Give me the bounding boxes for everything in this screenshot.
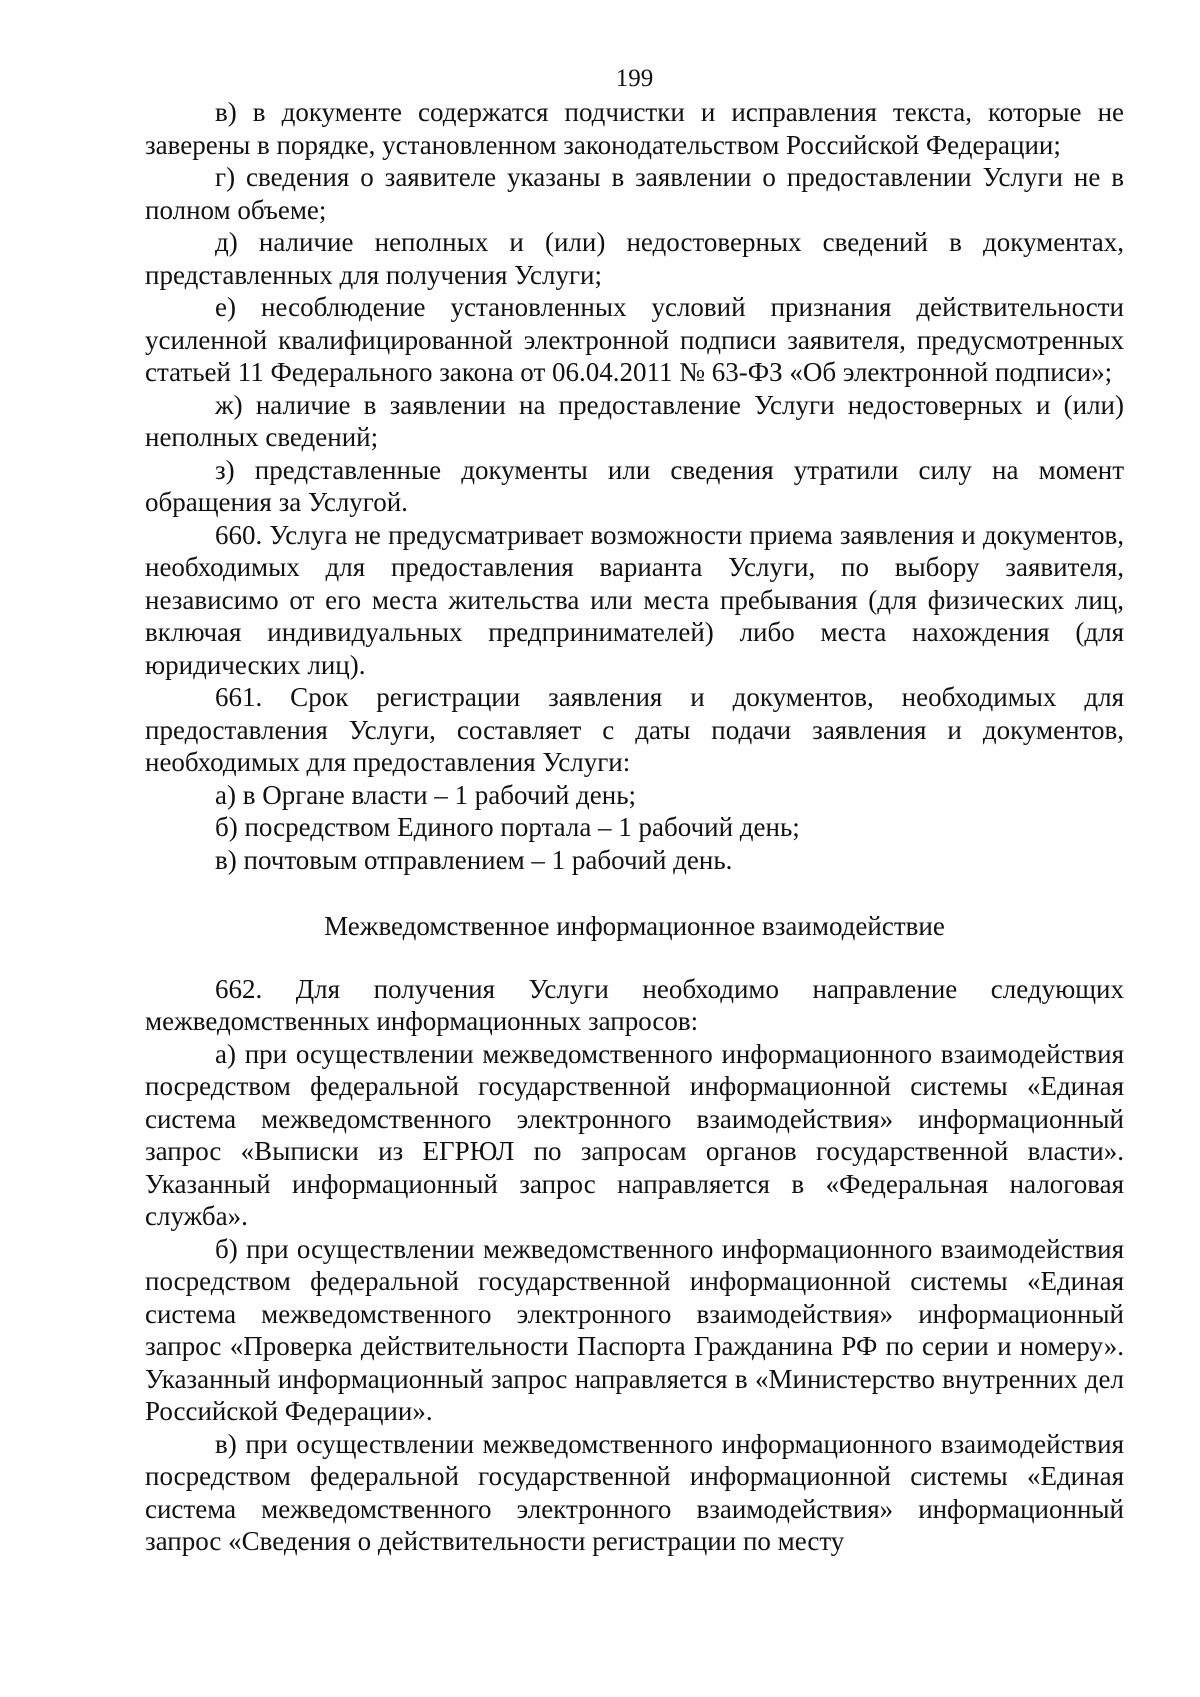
paragraph-662-v: в) при осуществлении межведомственного информационного взаимодействия посредством федеральной государственной информационной системы «Единая система межведомственного электронного взаимодействия» информационный запрос «Сведения о действительности регистрации по месту (145, 1428, 1124, 1556)
paragraph-z-expired-docs: з) представленные документы или сведения утратили силу на момент обращения за Услугой. (145, 454, 1124, 517)
paragraph-d-incomplete-info: д) наличие неполных и (или) недостоверных сведений в документах, представленных для получения Услуги; (145, 227, 1124, 290)
paragraph-661-b: б) посредством Единого портала – 1 рабочий день; (215, 812, 800, 842)
paragraph-662-a: а) при осуществлении межведомственного информационного взаимодействия посредством федеральной государственной информационной системы «Единая система межведомственного электронного взаимодействия» информационный запрос «Выписки из ЕГРЮЛ по запросам органов государственной власти». Указанный информационный запрос направляется в «Федеральная налоговая служба». (145, 1038, 1124, 1231)
paragraph-v-corrections: в) в документе содержатся подчистки и исправления текста, которые не заверены в порядке, установленном законодательством Российской Федерации; (145, 97, 1124, 160)
page-number: 199 (615, 65, 654, 92)
paragraph-zh-unreliable-info: ж) наличие в заявлении на предоставление Услуги недостоверных и (или) неполных сведений; (145, 389, 1124, 452)
paragraph-661: 661. Срок регистрации заявления и документов, необходимых для предоставления Услуги, составляет с даты подачи заявления и документов, необходимых для предоставления Услуги: (145, 682, 1124, 777)
paragraph-660: 660. Услуга не предусматривает возможности приема заявления и документов, необходимых для предоставления варианта Услуги, по выбору заявителя, независимо от его места жительства или места пребывания (для физических лиц, включая индивидуальных предпринимателей) либо места нахождения (для юридических лиц). (145, 519, 1124, 680)
section-heading: Межведомственное информационное взаимодействие (324, 911, 945, 941)
paragraph-g-applicant-info: г) сведения о заявителе указаны в заявлении о предоставлении Услуги не в полном объеме; (145, 162, 1124, 225)
paragraph-661-a: а) в Органе власти – 1 рабочий день; (215, 779, 637, 810)
paragraph-661-v: в) почтовым отправлением – 1 рабочий день. (215, 844, 733, 875)
paragraph-662-b: б) при осуществлении межведомственного информационного взаимодействия посредством федеральной государственной информационной системы «Единая система межведомственного электронного взаимодействия» информационный запрос «Проверка действительности Паспорта Гражданина РФ по серии и номеру». Указанный информационный запрос направляется в «Министерство внутренних дел Российской Федерации». (145, 1233, 1124, 1426)
paragraph-662: 662. Для получения Услуги необходимо направление следующих межведомственных информационных запросов: (145, 973, 1124, 1036)
paragraph-e-signature: е) несоблюдение установленных условий признания действительности усиленной квалифицированной электронной подписи заявителя, предусмотренных статьей 11 Федерального закона от 06.04.2011 № 63-ФЗ «Об электронной подписи»; (145, 292, 1124, 387)
